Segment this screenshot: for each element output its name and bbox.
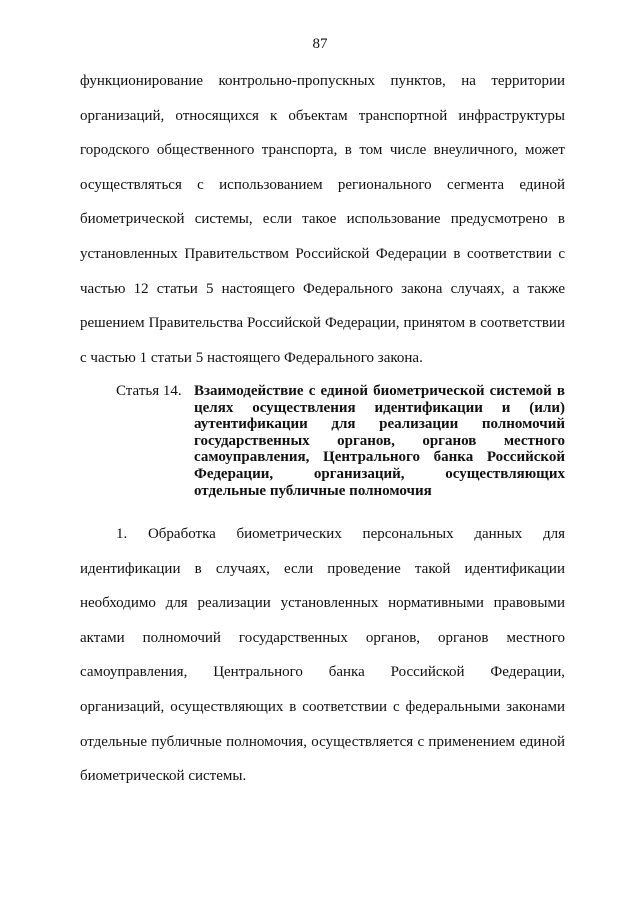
article-title-line: Взаимодействие с единой биометрической системой в bbox=[194, 383, 565, 399]
text-line: необходимо для реализации установленных нормативными правовыми bbox=[80, 595, 565, 612]
text-line: актами полномочий государственных органов, органов местного bbox=[80, 629, 565, 646]
article-title-line: государственных органов, органов местного bbox=[194, 432, 565, 449]
text-line: биометрической системы, если такое использование предусмотрено в bbox=[80, 211, 565, 228]
text-line: осуществляться с использованием регионального сегмента единой bbox=[80, 176, 565, 193]
text-line: самоуправления, Центрального банка Российской Федерации, bbox=[80, 664, 565, 681]
text-line: установленных Правительством Российской Федерации в соответствии с bbox=[80, 245, 565, 262]
text-line: отдельные публичные полномочия, осуществляется с применением единой bbox=[80, 733, 565, 750]
text-line: частью 12 статьи 5 настоящего Федерального закона случаях, а также bbox=[80, 280, 565, 297]
text-line: организаций, относящихся к объектам транспортной инфраструктуры bbox=[80, 107, 565, 124]
paragraph-1 bbox=[80, 517, 565, 794]
text-line: 1. Обработка биометрических персональных данных для bbox=[116, 526, 565, 542]
text-line: организаций, осуществляющих в соответствии с федеральными законами bbox=[80, 698, 565, 715]
article-title-line: целях осуществления идентификации и (или) bbox=[194, 399, 565, 416]
text-line: биометрической системы. bbox=[80, 768, 247, 785]
text-line: идентификации в случаях, если проведение такой идентификации bbox=[80, 560, 565, 577]
text-line: решением Правительства Российской Федерации, принятом в соответствии bbox=[80, 315, 565, 332]
paragraph-continuation bbox=[80, 64, 565, 375]
article-title-line: самоуправления, Центрального банка Российской bbox=[194, 449, 565, 466]
text-line: с частью 1 статьи 5 настоящего Федерального закона. bbox=[80, 349, 423, 366]
article-title-line: аутентификации для реализации полномочий bbox=[194, 416, 565, 433]
article-title-line: Федерации, организаций, осуществляющих bbox=[194, 465, 565, 482]
text-line: городского общественного транспорта, в том числе внеуличного, может bbox=[80, 142, 565, 159]
page-number: 87 bbox=[312, 36, 328, 52]
article-label: Статья 14. bbox=[116, 383, 182, 399]
article-title-line: отдельные публичные полномочия bbox=[194, 482, 432, 499]
article-title bbox=[194, 383, 565, 499]
text-line: функционирование контрольно-пропускных пунктов, на территории bbox=[80, 73, 565, 89]
